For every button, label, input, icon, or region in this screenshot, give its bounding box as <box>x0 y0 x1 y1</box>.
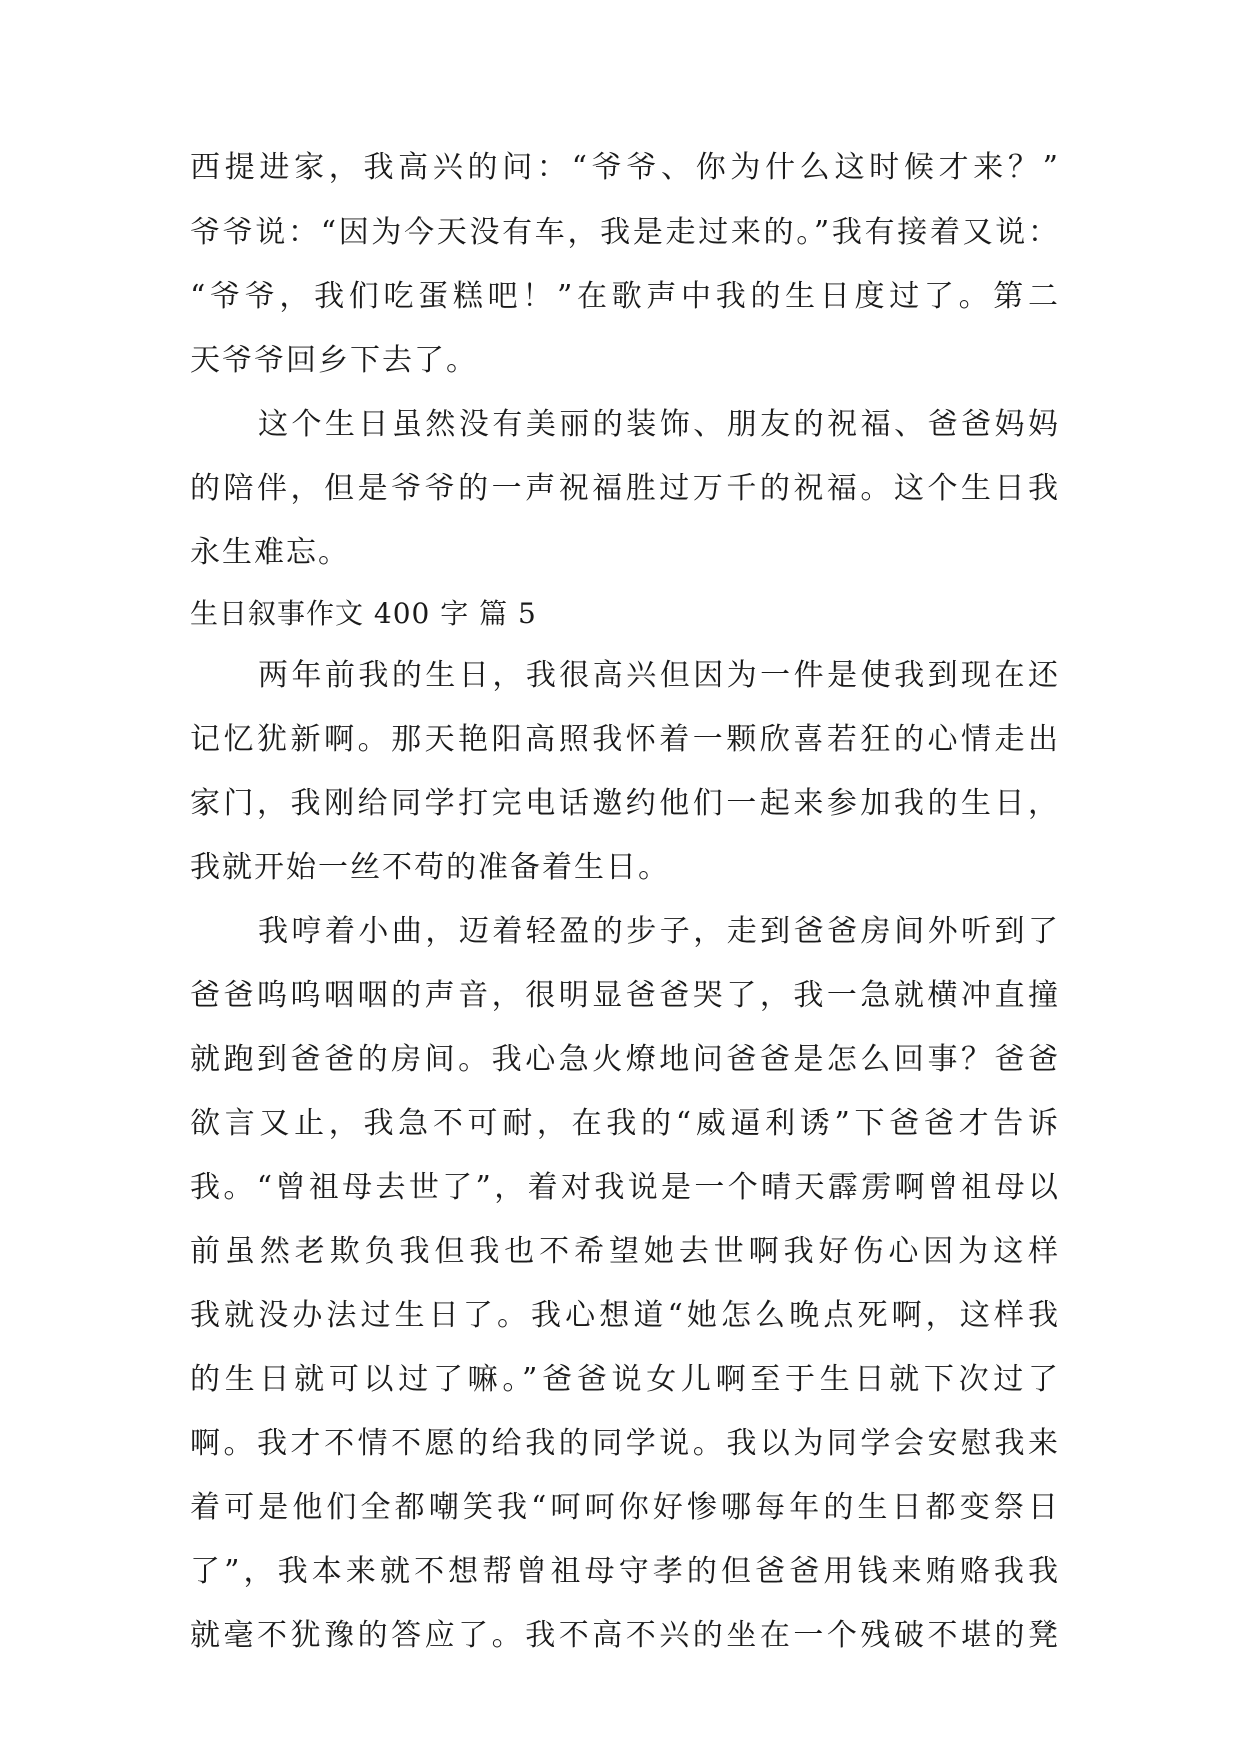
paragraph-line: 西提进家，我高兴的问：“爷爷、你为什么这时候才来？” <box>190 150 1060 185</box>
paragraph-line: 我哼着小曲，迈着轻盈的步子，走到爸爸房间外听到了 <box>258 914 1060 949</box>
paragraph-line: 就毫不犹豫的答应了。我不高不兴的坐在一个残破不堪的凳 <box>190 1618 1060 1653</box>
paragraph-line: 啊。我才不情不愿的给我的同学说。我以为同学会安慰我来 <box>190 1426 1060 1461</box>
paragraph-line: 记忆犹新啊。那天艳阳高照我怀着一颗欣喜若狂的心情走出 <box>190 722 1060 757</box>
paragraph-line: 着可是他们全都嘲笑我“呵呵你好惨哪每年的生日都变祭日 <box>190 1490 1060 1525</box>
paragraph-line: 的生日就可以过了嘛。”爸爸说女儿啊至于生日就下次过了 <box>190 1362 1060 1397</box>
paragraph-line: 我就没办法过生日了。我心想道“她怎么晚点死啊，这样我 <box>190 1298 1060 1333</box>
paragraph-line: 就跑到爸爸的房间。我心急火燎地问爸爸是怎么回事？爸爸 <box>190 1042 1060 1077</box>
paragraph-line: 前虽然老欺负我但我也不希望她去世啊我好伤心因为这样 <box>190 1234 1060 1269</box>
paragraph-line: 爸爸呜呜咽咽的声音，很明显爸爸哭了，我一急就横冲直撞 <box>190 978 1060 1013</box>
paragraph-line: 我。“曾祖母去世了”，着对我说是一个晴天霹雳啊曾祖母以 <box>190 1170 1060 1205</box>
paragraph-line: 天爷爷回乡下去了。 <box>190 343 478 378</box>
paragraph-line: 两年前我的生日，我很高兴但因为一件是使我到现在还 <box>258 658 1060 693</box>
paragraph-line: 的陪伴，但是爷爷的一声祝福胜过万千的祝福。这个生日我 <box>190 471 1060 506</box>
section-heading: 生日叙事作文 400 字 篇 5 <box>190 597 537 630</box>
paragraph-line: 欲言又止，我急不可耐，在我的“威逼利诱”下爸爸才告诉 <box>190 1106 1060 1141</box>
paragraph-line: “爷爷，我们吃蛋糕吧！”在歌声中我的生日度过了。第二 <box>190 279 1060 314</box>
paragraph-line: 家门，我刚给同学打完电话邀约他们一起来参加我的生日， <box>190 786 1060 821</box>
paragraph-line: 我就开始一丝不苟的准备着生日。 <box>190 850 670 885</box>
paragraph-line: 永生难忘。 <box>190 535 350 570</box>
paragraph-line: 了”，我本来就不想帮曾祖母守孝的但爸爸用钱来贿赂我我 <box>190 1554 1060 1589</box>
paragraph-line: 爷爷说：“因为今天没有车，我是走过来的。”我有接着又说： <box>190 215 1060 250</box>
paragraph-line: 这个生日虽然没有美丽的装饰、朋友的祝福、爸爸妈妈 <box>258 407 1060 442</box>
